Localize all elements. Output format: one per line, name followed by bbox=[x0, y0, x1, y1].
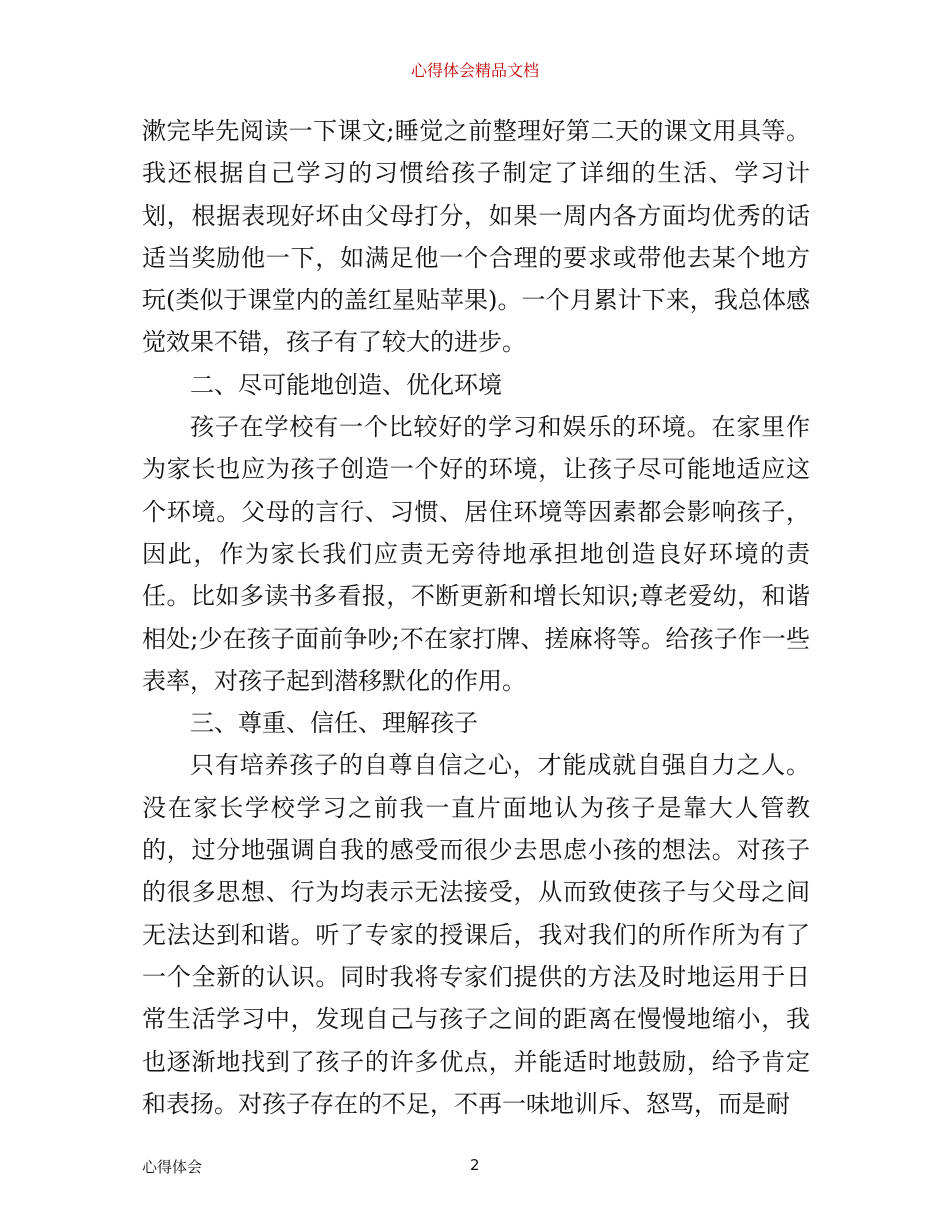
section-heading-2: 二、尽可能地创造、优化环境 bbox=[190, 370, 502, 399]
document-body bbox=[142, 110, 810, 1125]
footer-label: 心得体会 bbox=[142, 1158, 203, 1176]
page-header-title: 心得体会精品文档 bbox=[410, 61, 539, 80]
paragraph: 孩子在学校有一个比较好的学习和娱乐的环境。在家里作为家长也应为孩子创造一个好的环境，让孩子尽可能地适应这个环境。父母的言行、习惯、居住环境等因素都会影响孩子，因此，作为家长我们应责无旁待地承担地创造良好环境的责任。比如多读书多看报，不断更新和增长知识;尊老爱幼，和谐相处;少在孩子面前争吵;不在家打牌、搓麻将等。给孩子作一些表率，对孩子起到潜移默化的作用。 bbox=[142, 413, 810, 695]
paragraph: 只有培养孩子的自尊自信之心，才能成就自强自力之人。没在家长学校学习之前我一直片面地认为孩子是靠大人管教的，过分地强调自我的感受而很少去思虑小孩的想法。对孩子的很多思想、行为均表示无法接受，从而致使孩子与父母之间无法达到和谐。听了专家的授课后，我对我们的所作所为有了一个全新的认识。同时我将专家们提供的方法及时地运用于日常生活学习中，发现自己与孩子之间的距离在慢慢地缩小，我也逐渐地找到了孩子的许多优点，并能适时地鼓励，给予肯定和表扬。对孩子存在的不足，不再一味地训斥、怒骂，而是耐 bbox=[142, 751, 810, 1118]
paragraph-continued: 漱完毕先阅读一下课文;睡觉之前整理好第二天的课文用具等。我还根据自己学习的习惯给孩子制定了详细的生活、学习计划，根据表现好坏由父母打分，如果一周内各方面均优秀的话适当奖励他一下，如满足他一个合理的要求或带他去某个地方玩(类似于课堂内的盖红星贴苹果)。一个月累计下来，我总体感觉效果不错，孩子有了较大的进步。 bbox=[142, 117, 810, 357]
section-heading-3: 三、尊重、信任、理解孩子 bbox=[190, 709, 478, 738]
page-number: 2 bbox=[470, 1156, 480, 1174]
